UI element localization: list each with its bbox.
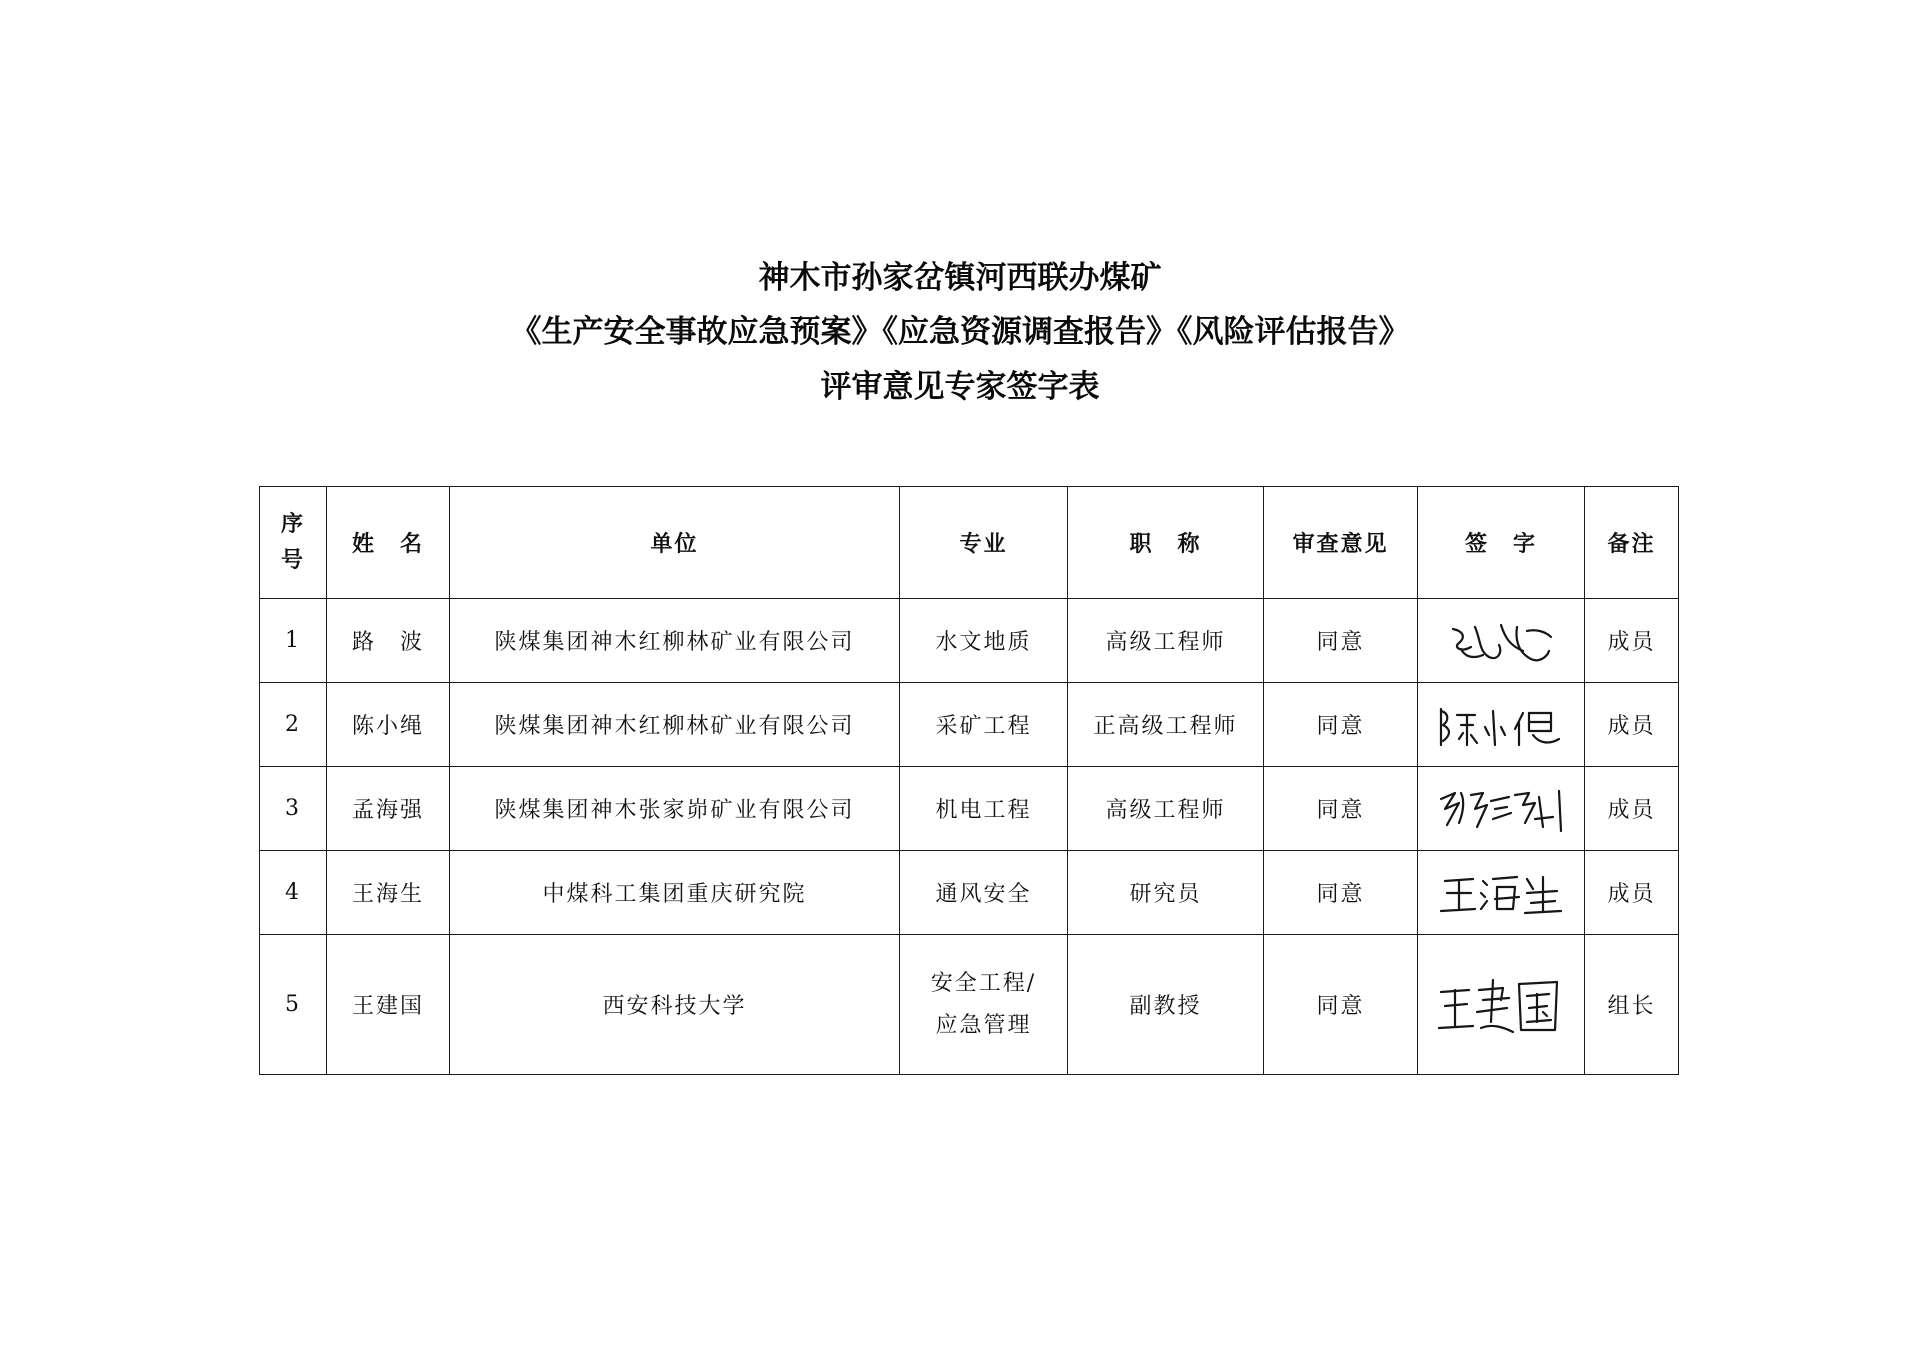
cell-specialty: 采矿工程 — [900, 683, 1068, 767]
cell-title: 正高级工程师 — [1068, 683, 1264, 767]
header-specialty: 专业 — [900, 487, 1068, 599]
cell-unit: 中煤科工集团重庆研究院 — [450, 851, 900, 935]
header-remark: 备注 — [1585, 487, 1679, 599]
header-seq-bottom: 号 — [280, 547, 305, 573]
cell-unit: 西安科技大学 — [450, 935, 900, 1075]
header-seq — [260, 487, 327, 599]
table-row — [260, 851, 1679, 935]
table-row — [260, 683, 1679, 767]
signature-image — [1431, 695, 1571, 755]
cell-seq: 4 — [260, 851, 327, 935]
cell-opinion: 同意 — [1264, 683, 1418, 767]
table-row — [260, 599, 1679, 683]
header-opinion: 审查意见 — [1264, 487, 1418, 599]
document-title-line-1: 神木市孙家岔镇河西联办煤矿 — [758, 260, 1162, 296]
cell-specialty-line-2: 应急管理 — [935, 1012, 1032, 1038]
cell-name: 王建国 — [327, 935, 450, 1075]
cell-specialty-line-1: 安全工程/ — [930, 970, 1037, 996]
cell-opinion: 同意 — [1264, 935, 1418, 1075]
cell-unit: 陕煤集团神木张家峁矿业有限公司 — [450, 767, 900, 851]
cell-signature — [1418, 683, 1585, 767]
expert-signature-table — [259, 486, 1679, 1075]
cell-remark: 成员 — [1585, 767, 1679, 851]
cell-title: 副教授 — [1068, 935, 1264, 1075]
cell-name: 王海生 — [327, 851, 450, 935]
cell-signature — [1418, 767, 1585, 851]
cell-signature — [1418, 851, 1585, 935]
cell-name: 陈小绳 — [327, 683, 450, 767]
header-unit: 单位 — [450, 487, 900, 599]
cell-specialty: 水文地质 — [900, 599, 1068, 683]
cell-remark: 组长 — [1585, 935, 1679, 1075]
signature-image — [1431, 611, 1571, 671]
header-seq-top: 序 — [280, 511, 305, 537]
cell-seq: 2 — [260, 683, 327, 767]
table-header-row — [260, 487, 1679, 599]
cell-unit: 陕煤集团神木红柳林矿业有限公司 — [450, 599, 900, 683]
cell-opinion: 同意 — [1264, 851, 1418, 935]
document-title-line-3: 评审意见专家签字表 — [820, 369, 1100, 405]
table-row — [260, 767, 1679, 851]
cell-seq: 1 — [260, 599, 327, 683]
cell-specialty — [900, 935, 1068, 1075]
cell-specialty: 机电工程 — [900, 767, 1068, 851]
cell-remark: 成员 — [1585, 599, 1679, 683]
document-title-line-2: 《生产安全事故应急预案》《应急资源调查报告》《风险评估报告》 — [510, 314, 1410, 350]
signature-image — [1431, 863, 1571, 923]
header-title: 职 称 — [1068, 487, 1264, 599]
cell-remark: 成员 — [1585, 683, 1679, 767]
cell-opinion: 同意 — [1264, 767, 1418, 851]
cell-signature — [1418, 935, 1585, 1075]
cell-name: 孟海强 — [327, 767, 450, 851]
cell-title: 高级工程师 — [1068, 767, 1264, 851]
cell-title: 高级工程师 — [1068, 599, 1264, 683]
cell-opinion: 同意 — [1264, 599, 1418, 683]
header-signature: 签 字 — [1418, 487, 1585, 599]
cell-name: 路 波 — [327, 599, 450, 683]
cell-seq: 3 — [260, 767, 327, 851]
header-name: 姓 名 — [327, 487, 450, 599]
cell-signature — [1418, 599, 1585, 683]
cell-title: 研究员 — [1068, 851, 1264, 935]
signature-image — [1431, 779, 1571, 839]
cell-seq: 5 — [260, 935, 327, 1075]
table-row — [260, 935, 1679, 1075]
cell-unit: 陕煤集团神木红柳林矿业有限公司 — [450, 683, 900, 767]
cell-specialty: 通风安全 — [900, 851, 1068, 935]
cell-remark: 成员 — [1585, 851, 1679, 935]
signature-image — [1431, 970, 1571, 1040]
